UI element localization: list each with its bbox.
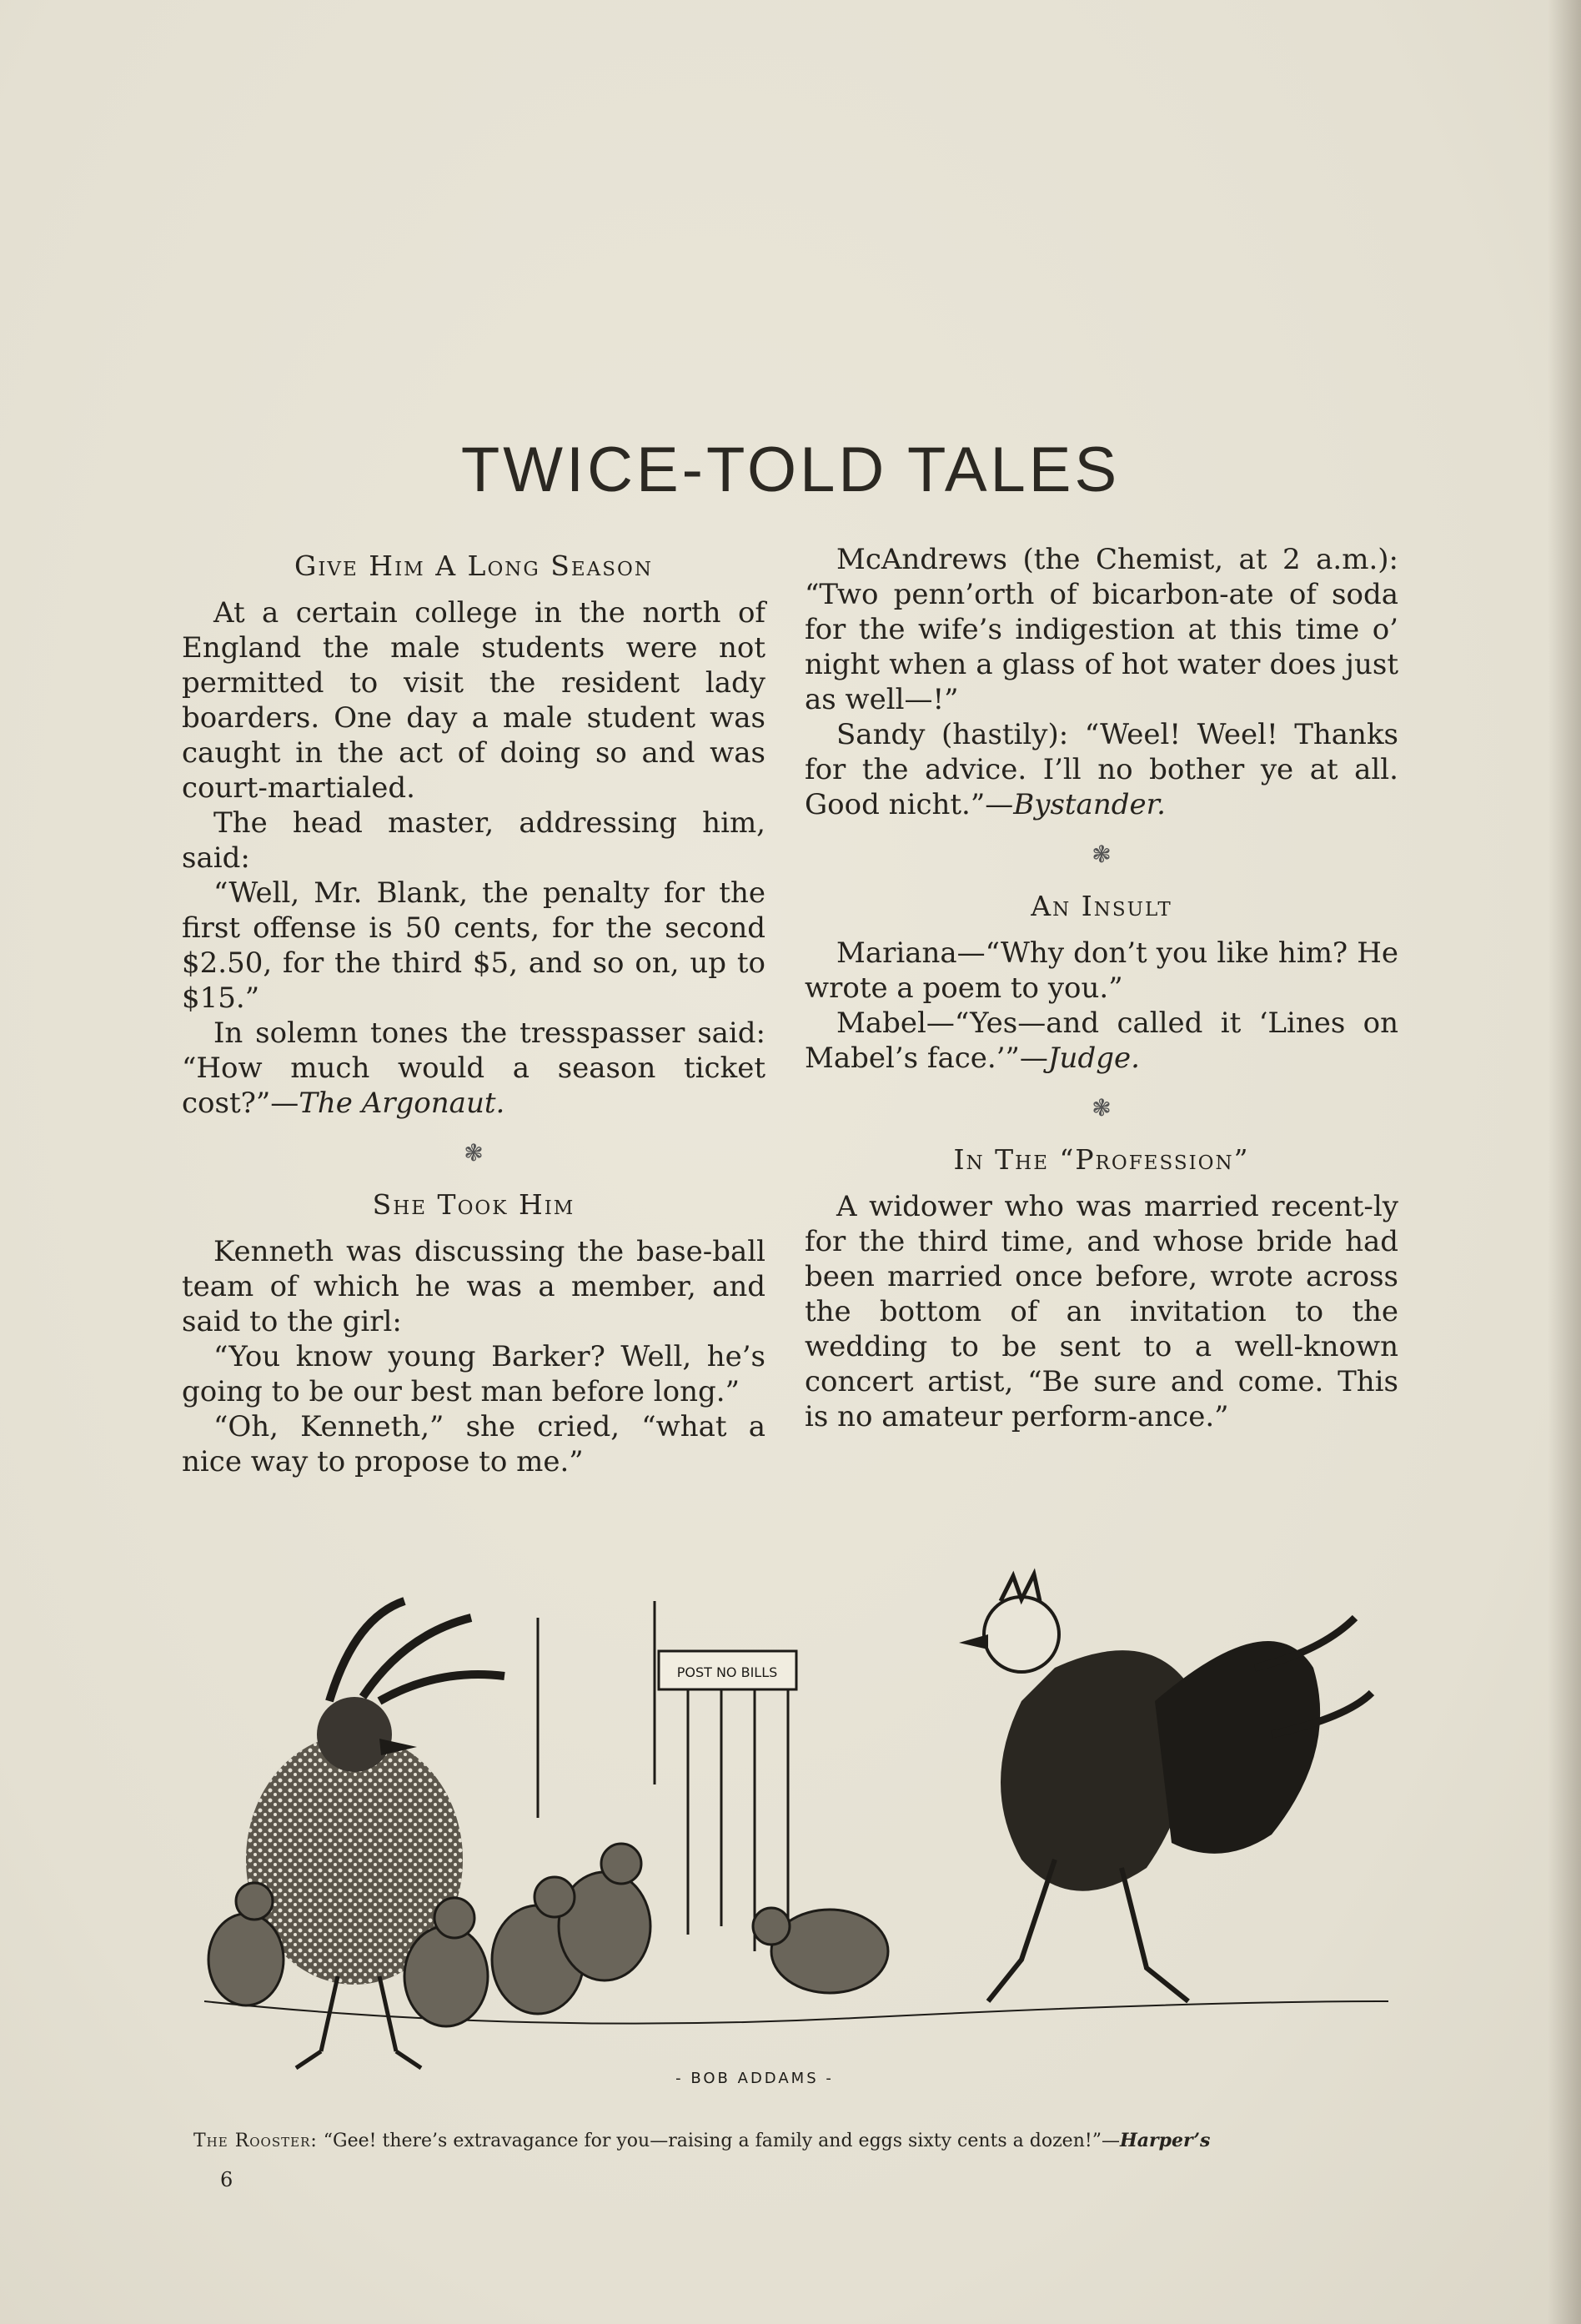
- right-column: [805, 542, 1398, 1434]
- story-paragraph: McAndrews (the Chemist, at 2 a.m.): “Two penn’orth of bicarbon-ate of soda for the wife’s indigestion at this time o’ night when a glass of hot water does just as well—!”: [805, 543, 1398, 716]
- rooster-figure: [959, 1574, 1372, 2001]
- story-paragraph: [805, 717, 1398, 822]
- story-text: In solemn tones the tresspasser said: “How much would a season ticket cost?”—: [182, 1016, 765, 1120]
- story-text: Sandy (hastily): “Weel! Weel! Thanks for the advice. I’ll no bother ye at all. Good nicht.”—: [805, 718, 1398, 821]
- rooster-cartoon-illustration: [188, 1568, 1405, 2101]
- separator-ornament: ❃: [464, 1139, 484, 1167]
- story-heading-long-season: Give Him A Long Season: [294, 550, 654, 582]
- story-source: Judge.: [1047, 1042, 1140, 1075]
- story-heading-took-him: She Took Him: [372, 1188, 575, 1221]
- story-paragraph: Mariana—“Why don’t you like him? He wrote a poem to you.”: [805, 936, 1398, 1005]
- caption-source: Harper’s: [1119, 2130, 1211, 2151]
- caption-text: “Gee! there’s extravagance for you—raising a family and eggs sixty cents a dozen!”—: [323, 2131, 1120, 2151]
- story-source: The Argonaut.: [299, 1087, 505, 1120]
- page-number: 6: [220, 2168, 233, 2191]
- page-edge-shadow: [1548, 0, 1581, 2324]
- cartoon-caption: [193, 2128, 1411, 2154]
- artist-signature: - BOB ADDAMS -: [675, 2070, 834, 2087]
- left-column: [182, 542, 765, 1479]
- separator-ornament: ❃: [1092, 841, 1112, 868]
- story-paragraph: [805, 1006, 1398, 1076]
- page-title: TWICE-TOLD TALES: [460, 434, 1121, 505]
- story-paragraph: “Oh, Kenneth,” she cried, “what a nice way to propose to me.”: [182, 1410, 765, 1478]
- story-heading-insult: An Insult: [1031, 890, 1172, 922]
- story-paragraph: The head master, addressing him, said:: [182, 806, 765, 875]
- story-paragraph: “Well, Mr. Blank, the penalty for the first offense is 50 cents, for the second $2.50, for the third $5, and so on, up to $15.”: [182, 876, 765, 1015]
- story-heading-profession: In The “Profession”: [953, 1143, 1250, 1176]
- story-text: Mabel—“Yes—and called it ‘Lines on Mabel’s face.’”—: [805, 1006, 1398, 1075]
- story-paragraph: At a certain college in the north of England the male students were not permitted to visit the resident lady boarders. One day a male student was caught in the act of doing so and was court-martialed.: [182, 596, 765, 805]
- caption-speaker: The Rooster:: [193, 2131, 318, 2151]
- story-paragraph: “You know young Barker? Well, he’s going to be our best man before long.”: [182, 1340, 765, 1408]
- story-paragraph: Kenneth was discussing the base-ball team of which he was a member, and said to the girl:: [182, 1235, 765, 1338]
- story-paragraph: [182, 1016, 765, 1121]
- separator-ornament: ❃: [1092, 1094, 1112, 1122]
- sign-text: POST NO BILLS: [676, 1664, 778, 1680]
- story-paragraph: A widower who was married recent-ly for the third time, and whose bride had been married once before, wrote across the bottom of an invitation to the wedding to be sent to a well-known concert artist, “Be sure and come. This is no amateur perform-ance.”: [805, 1190, 1398, 1433]
- story-source: Bystander.: [1013, 788, 1166, 821]
